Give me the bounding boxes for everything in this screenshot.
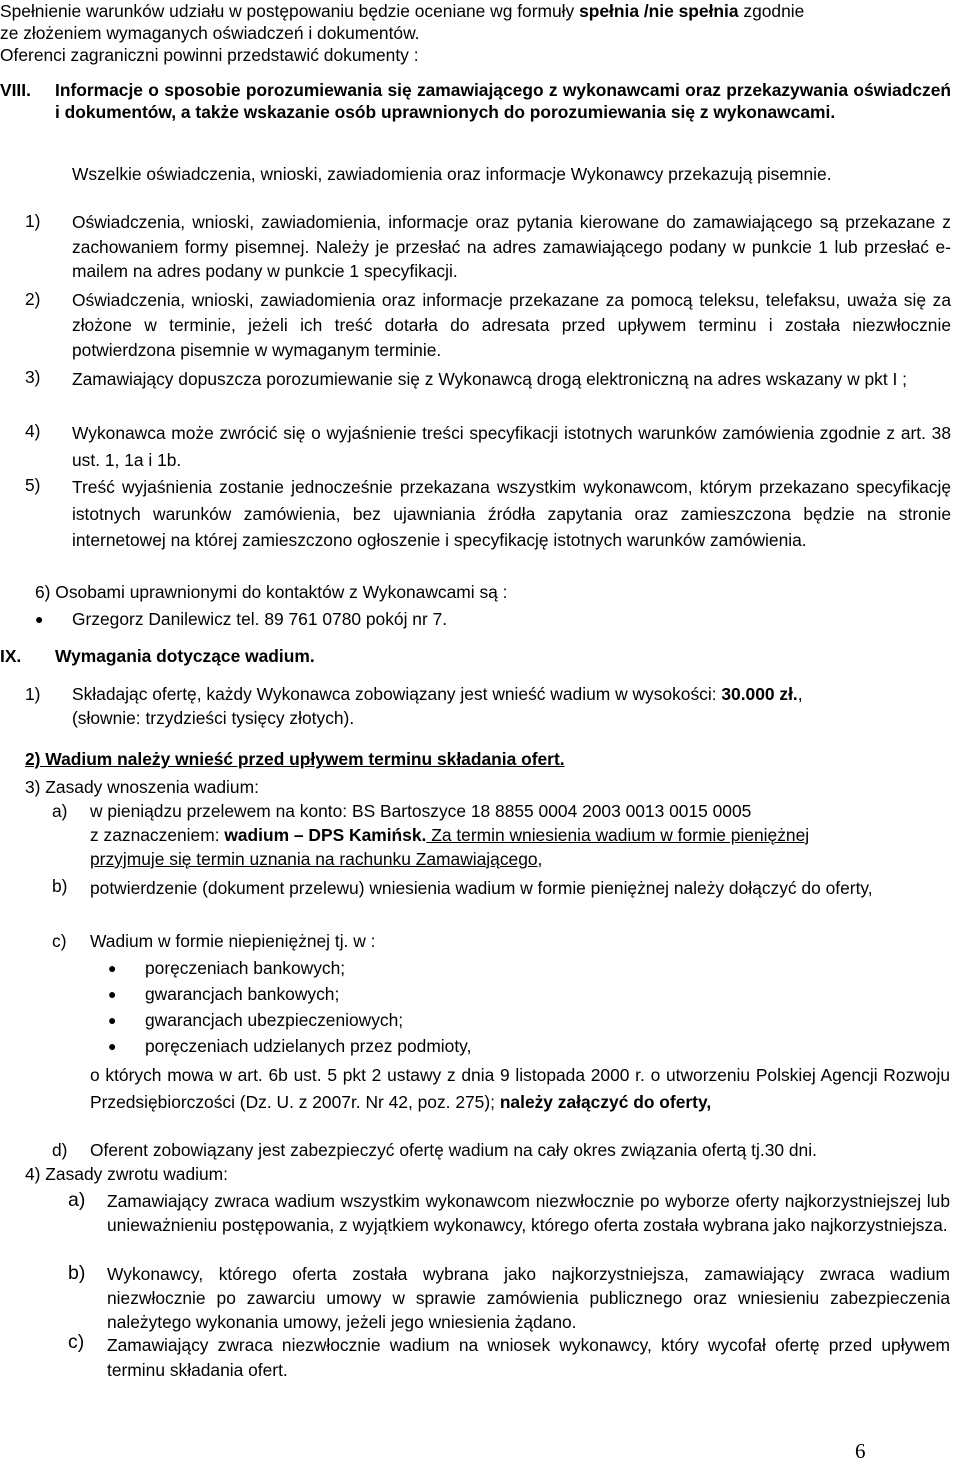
item-letter: b): [68, 1262, 86, 1284]
section-8-item-3: Zamawiający dopuszcza porozumiewanie się z Wykonawcą drogą elektroniczną na adres wskazany w pkt I ;: [72, 369, 907, 389]
wadium-deadline: 2) Wadium należy wnieść przed upływem terminu składania ofert.: [25, 749, 565, 769]
bullet-icon: ●: [108, 1038, 117, 1054]
item-letter: c): [68, 1331, 85, 1353]
bullet-icon: ●: [108, 960, 117, 976]
item-letter: b): [52, 876, 68, 896]
return-rule-b: Wykonawcy, którego oferta została wybrana jako najkorzystniejsza, zamawiający zwraca wadium niezwłocznie po zawarciu umowy w sprawie zamówienia publicznego oraz wniesieniu zabezpieczenia należytego wykonania umowy, jeżeli jego wniesienia żądano.: [107, 1264, 950, 1332]
contact-person: Grzegorz Danilewicz tel. 89 761 0780 pokój nr 7.: [72, 609, 448, 629]
section-9-number: IX.: [0, 646, 22, 666]
intro-line-1: Spełnienie warunków udziału w postępowaniu będzie oceniane wg formuły spełnia /nie spełnia zgodnie: [0, 1, 805, 21]
wadium-transfer-note-cont: przyjmuje się termin uznania na rachunku Zamawiającego,: [90, 849, 543, 869]
section-8-general: Wszelkie oświadczenia, wnioski, zawiadomienia oraz informacje Wykonawcy przekazują pisemnie.: [72, 164, 832, 184]
bullet-icon: ●: [108, 986, 117, 1002]
form-item: poręczeniach bankowych;: [145, 958, 346, 978]
section-8-number: VIII.: [0, 80, 31, 100]
transfer-confirmation: potwierdzenie (dokument przelewu) wniesienia wadium w formie pieniężnej należy dołączyć do oferty,: [90, 878, 873, 898]
legal-reference: o których mowa w art. 6b ust. 5 pkt 2 ustawy z dnia 9 listopada 2000 r. o utworzeniu Polskiej Agencji Rozwoju Przedsiębiorczości (Dz. U. z 2007r. Nr 42, poz. 275); należy załączyć do oferty,: [90, 1065, 950, 1112]
item-letter: a): [52, 801, 68, 821]
section-8-item-6: 6) Osobami uprawnionymi do kontaktów z Wykonawcami są :: [35, 582, 508, 602]
item-number: 3): [25, 367, 41, 387]
bullet-icon: ●: [35, 611, 44, 627]
section-8-item-4: Wykonawca może zwrócić się o wyjaśnienie treści specyfikacji istotnych warunków zamówienia zgodnie z art. 38 ust. 1, 1a i 1b.: [72, 423, 951, 470]
wadium-return-heading: 4) Zasady zwrotu wadium:: [25, 1164, 228, 1184]
return-rule-c: Zamawiający zwraca niezwłocznie wadium na wniosek wykonawcy, który wycofał ofertę przed upływem terminu składania ofert.: [107, 1335, 950, 1380]
item-number: 5): [25, 475, 41, 495]
page-number: 6: [855, 1439, 866, 1463]
wadium-amount: Składając ofertę, każdy Wykonawca zobowiązany jest wnieść wadium w wysokości: 30.000 zł.,: [72, 684, 803, 704]
item-letter: c): [52, 931, 67, 951]
bullet-icon: ●: [108, 1012, 117, 1028]
item-number: 1): [25, 684, 41, 704]
intro-line-2: ze złożeniem wymaganych oświadczeń i dokumentów.: [0, 23, 420, 43]
binding-period: Oferent zobowiązany jest zabezpieczyć ofertę wadium na cały okres związania ofertą tj.30 dni.: [90, 1140, 817, 1160]
item-letter: a): [68, 1189, 86, 1211]
section-8-item-1: Oświadczenia, wnioski, zawiadomienia, informacje oraz pytania kierowane do zamawiającego są przekazane z zachowaniem formy pisemnej. Należy je przesłać na adres zamawiającego podany w punkcie 1 lub przesłać e-mailem na adres podany w punkcie 1 specyfikacji.: [72, 212, 951, 281]
item-number: 2): [25, 289, 41, 309]
wadium-transfer-note: z zaznaczeniem: wadium – DPS Kamińsk. Za termin wniesienia wadium w formie pieniężnej: [90, 825, 810, 845]
item-letter: d): [52, 1140, 68, 1160]
form-item: gwarancjach bankowych;: [145, 984, 340, 1004]
form-item: gwarancjach ubezpieczeniowych;: [145, 1010, 404, 1030]
form-item: poręczeniach udzielanych przez podmioty,: [145, 1036, 472, 1056]
return-rule-a: Zamawiający zwraca wadium wszystkim wykonawcom niezwłocznie po wyborze oferty najkorzystniejszej lub unieważnieniu postępowania, z wyjątkiem wykonawcy, którego oferta została wybrana jako najkorzystniejsza.: [107, 1191, 950, 1235]
item-number: 1): [25, 211, 41, 231]
section-9-heading: Wymagania dotyczące wadium.: [55, 646, 315, 666]
intro-line-3: Oferenci zagraniczni powinni przedstawić dokumenty :: [0, 45, 419, 65]
section-8-item-5: Treść wyjaśnienia zostanie jednocześnie przekazana wszystkim wykonawcom, którym przekazano specyfikację istotnych warunków zamówienia, bez ujawniania źródła zapytania oraz zamieszczona będzie na stronie internetowej na której zamieszczono ogłoszenie i specyfikację istotnych warunków zamówienia.: [72, 477, 951, 550]
section-8-item-2: Oświadczenia, wnioski, zawiadomienia oraz informacje przekazane za pomocą teleksu, telefaksu, uważa się za złożone w terminie, jeżeli ich treść dotarła do adresata przed upływem terminu i została niezwłocznie potwierdzona pisemnie w wymaganym terminie.: [72, 290, 951, 360]
section-8-heading: Informacje o sposobie porozumiewania się zamawiającego z wykonawcami oraz przekazywania oświadczeń i dokumentów, a także wskazanie osób uprawnionych do porozumiewania się z wykonawcami.: [55, 80, 951, 122]
item-number: 4): [25, 421, 41, 441]
wadium-rules-heading: 3) Zasady wnoszenia wadium:: [25, 777, 259, 797]
wadium-amount-words: (słownie: trzydzieści tysięcy złotych).: [72, 708, 355, 728]
bank-account: w pieniądzu przelewem na konto: BS Bartoszyce 18 8855 0004 2003 0013 0015 0005: [90, 801, 752, 821]
non-cash-wadium: Wadium w formie niepieniężnej tj. w :: [90, 931, 376, 951]
